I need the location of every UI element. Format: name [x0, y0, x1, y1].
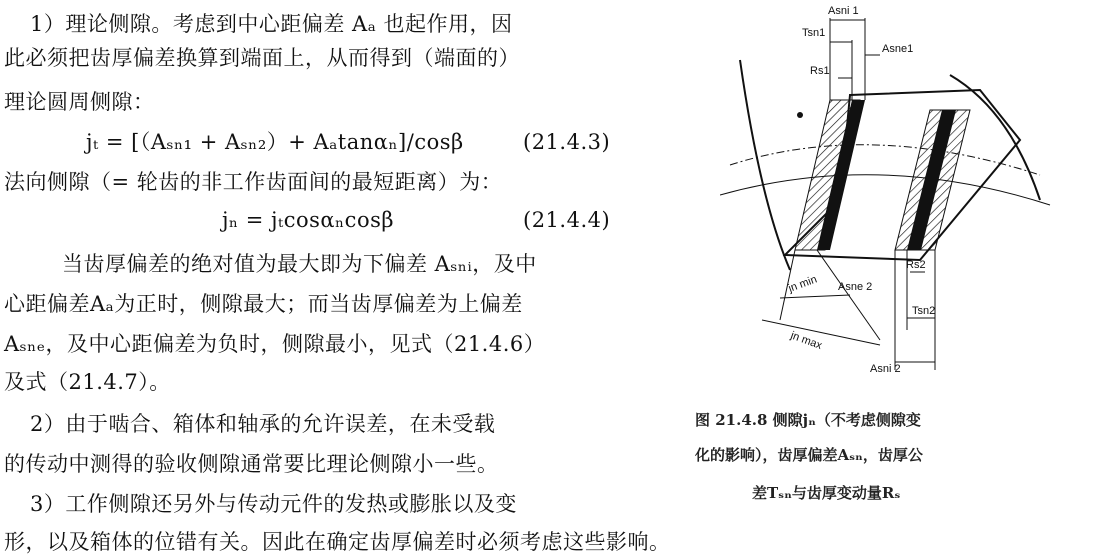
- figure-caption-line2: 化的影响），齿厚偏差Aₛₙ，齿厚公: [695, 446, 923, 464]
- equation-21-4-3: jₜ = [（Aₛₙ₁ + Aₛₙ₂）+ Aₐtanαₙ]/cosβ: [86, 130, 464, 154]
- para1-line6: 心距偏差Aₐ为正时，侧隙最大；而当齿厚偏差为上偏差: [4, 292, 523, 316]
- para1-line3: 理论圆周侧隙：: [4, 90, 155, 114]
- pitch-line-lower: [720, 175, 1050, 205]
- label-rs1: Rs1: [810, 65, 830, 77]
- para1-line1: 1）理论侧隙。考虑到中心距偏差 Aₐ 也起作用，因: [30, 12, 513, 36]
- label-asni1: Asni 1: [828, 5, 859, 17]
- label-asne1: Asne1: [882, 43, 914, 55]
- para1-line4: 法向侧隙（= 轮齿的非工作齿面间的最短距离）为：: [4, 170, 503, 194]
- figure-caption-line1: 图 21.4.8 侧隙jₙ（不考虑侧隙变: [695, 411, 921, 429]
- label-asni2: Asni 2: [870, 363, 901, 375]
- label-asne2: Asne 2: [838, 281, 873, 293]
- label-tsn1: Tsn1: [802, 27, 826, 39]
- label-jnmin: jn min: [786, 273, 819, 295]
- gear-outline-left: [740, 60, 790, 270]
- label-tsn2: Tsn2: [912, 305, 936, 317]
- label-rs2: Rs2: [906, 259, 926, 271]
- para2-line2: 的传动中测得的验收侧隙通常要比理论侧隙小一些。: [4, 452, 499, 476]
- para1-line7: Aₛₙₑ，及中心距偏差为负时，侧隙最小，见式（21.4.6）: [4, 332, 546, 356]
- center-dot: [797, 112, 803, 118]
- para1-line8: 及式（21.4.7）。: [4, 370, 171, 394]
- figure-caption-line3: 差Tₛₙ与齿厚变动量Rₛ: [752, 484, 901, 502]
- gear-backlash-figure: [720, 0, 1100, 400]
- para1-line2: 此必须把齿厚偏差换算到端面上，从而得到（端面的）: [4, 46, 520, 70]
- para1-line5: 当齿厚偏差的绝对值为最大即为下偏差 Aₛₙᵢ，及中: [62, 252, 537, 276]
- para3-line2: 形，以及箱体的位错有关。因此在确定齿厚偏差时必须考虑这些影响。: [4, 530, 671, 554]
- equation-21-4-4: jₙ = jₜcosαₙcosβ: [222, 208, 395, 232]
- para3-line1: 3）工作侧隙还另外与传动元件的发热或膨胀以及变: [30, 492, 517, 516]
- equation-number-21-4-4: (21.4.4): [523, 208, 611, 232]
- para2-line1: 2）由于啮合、箱体和轴承的允许误差，在未受载: [30, 412, 496, 436]
- equation-number-21-4-3: (21.4.3): [523, 130, 611, 154]
- label-jnmax: jn max: [788, 329, 824, 352]
